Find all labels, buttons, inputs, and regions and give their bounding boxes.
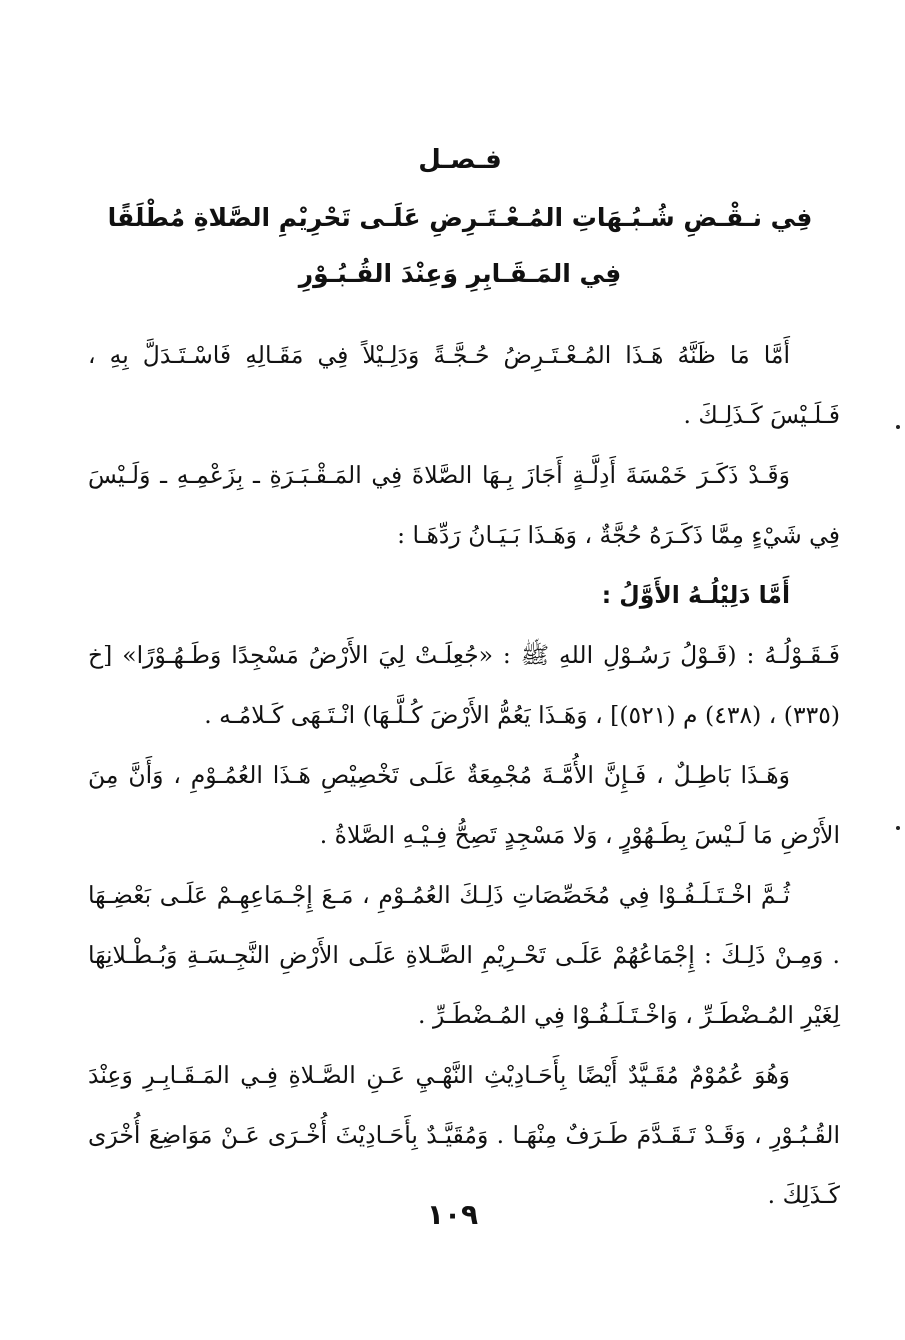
paragraph-restriction: وَهُوَ عُمُوْمٌ مُقَـيَّدٌ أَيْضًا بِأَحَـادِيْثِ النَّهْـيِ عَـنِ الصَّـلاةِ فِـي المَـقَـابِـرِ وَعِنْدَ القُـبُـوْرِ ، وَقَـدْ تَـقَـدَّمَ طَـرَفٌ مِنْهَـا . وَمُقَيَّـدٌ بِأَحَـادِيْثَ أُخْـرَى عَـنْ مَوَاضِعَ أُخْرَى كَـذَلِكَ . xyxy=(88,1061,840,1209)
paragraph-refutation: وَهَـذَا بَاطِـلٌ ، فَـإِنَّ الأُمَّـةَ مُجْمِعَةٌ عَلَـى تَخْصِيْصِ هَـذَا العُمُـوْمِ ، وَأَنَّ مِنَ الأَرْضِ مَا لَـيْسَ بِطَـهُوْرٍ ، وَلا مَسْجِدٍ تَصِحُّ فِـيْـهِ الصَّلاةُ . xyxy=(88,761,840,849)
paragraph-specifications: ثُـمَّ اخْـتَـلَـفُـوْا فِي مُخَصِّصَاتِ ذَلِـكَ العُمُـوْمِ ، مَـعَ إِجْـمَاعِهِـمْ عَلَـى بَعْضِـهَا . وَمِـنْ ذَلِـكَ : إِجْمَاعُهُمْ عَلَـى تَحْـرِيْمِ الصَّـلاةِ عَلَـى الأَرْضِ النَّجِـسَـةِ وَبُـطْـلانِهَا لِغَيْرِ المُـضْطَـرِّ ، وَاخْـتَـلَـفُـوْا فِي المُـضْطَـرِّ . xyxy=(88,881,840,1029)
page-number: ١٠٩ xyxy=(426,1198,479,1231)
paragraph-intro: أَمَّا مَا ظَنَّهُ هَـذَا المُـعْـتَـرِضُ حُـجَّـةً وَدَلِـيْلاً فِي مَقَـالِهِ فَاسْـتَـدَلَّ بِهِ ، فَـلَـيْسَ كَـذَلِـكَ . xyxy=(88,341,840,429)
margin-dot xyxy=(896,826,900,830)
first-proof-heading: أَمَّا دَلِيْلُـهُ الأَوَّلُ : xyxy=(601,581,790,609)
paragraph-five-proofs: وَقَـدْ ذَكَـرَ خَمْسَةَ أَدِلَّـةٍ أَجَازَ بِـهَا الصَّلاةَ فِي المَـقْـبَـرَةِ ـ بِزَعْمِـهِ ـ وَلَـيْسَ فِي شَيْءٍ مِمَّا ذَكَـرَهُ حُجَّةٌ ، وَهَـذَا بَـيَـانُ رَدِّهَـا : xyxy=(88,461,840,549)
section-title: فـصـل xyxy=(418,145,502,175)
paragraph-hadith-quote: فَـقَـوْلُـهُ : (قَـوْلُ رَسُـوْلِ اللهِ ﷺ : «جُعِلَـتْ لِيَ الأَرْضُ مَسْجِدًا وَطَـهُـوْرًا» [خ (٣٣٥) ، (٤٣٨) م (٥٢١)] ، وَهَـذَا يَعُمُّ الأَرْضَ كُـلَّـهَا) انْـتَـهَى كَـلامُـه . xyxy=(88,641,840,729)
margin-dot xyxy=(896,425,900,429)
section-subtitle: فِي نـقْـضِ شُـبُـهَاتِ المُـعْـتَـرِضِ عَلَـى تَحْرِيْمِ الصَّلاةِ مُطْلَقًا فِي المَـقَـابِرِ وَعِنْدَ القُـبُـوْرِ xyxy=(107,203,813,288)
body-text xyxy=(88,325,840,1225)
